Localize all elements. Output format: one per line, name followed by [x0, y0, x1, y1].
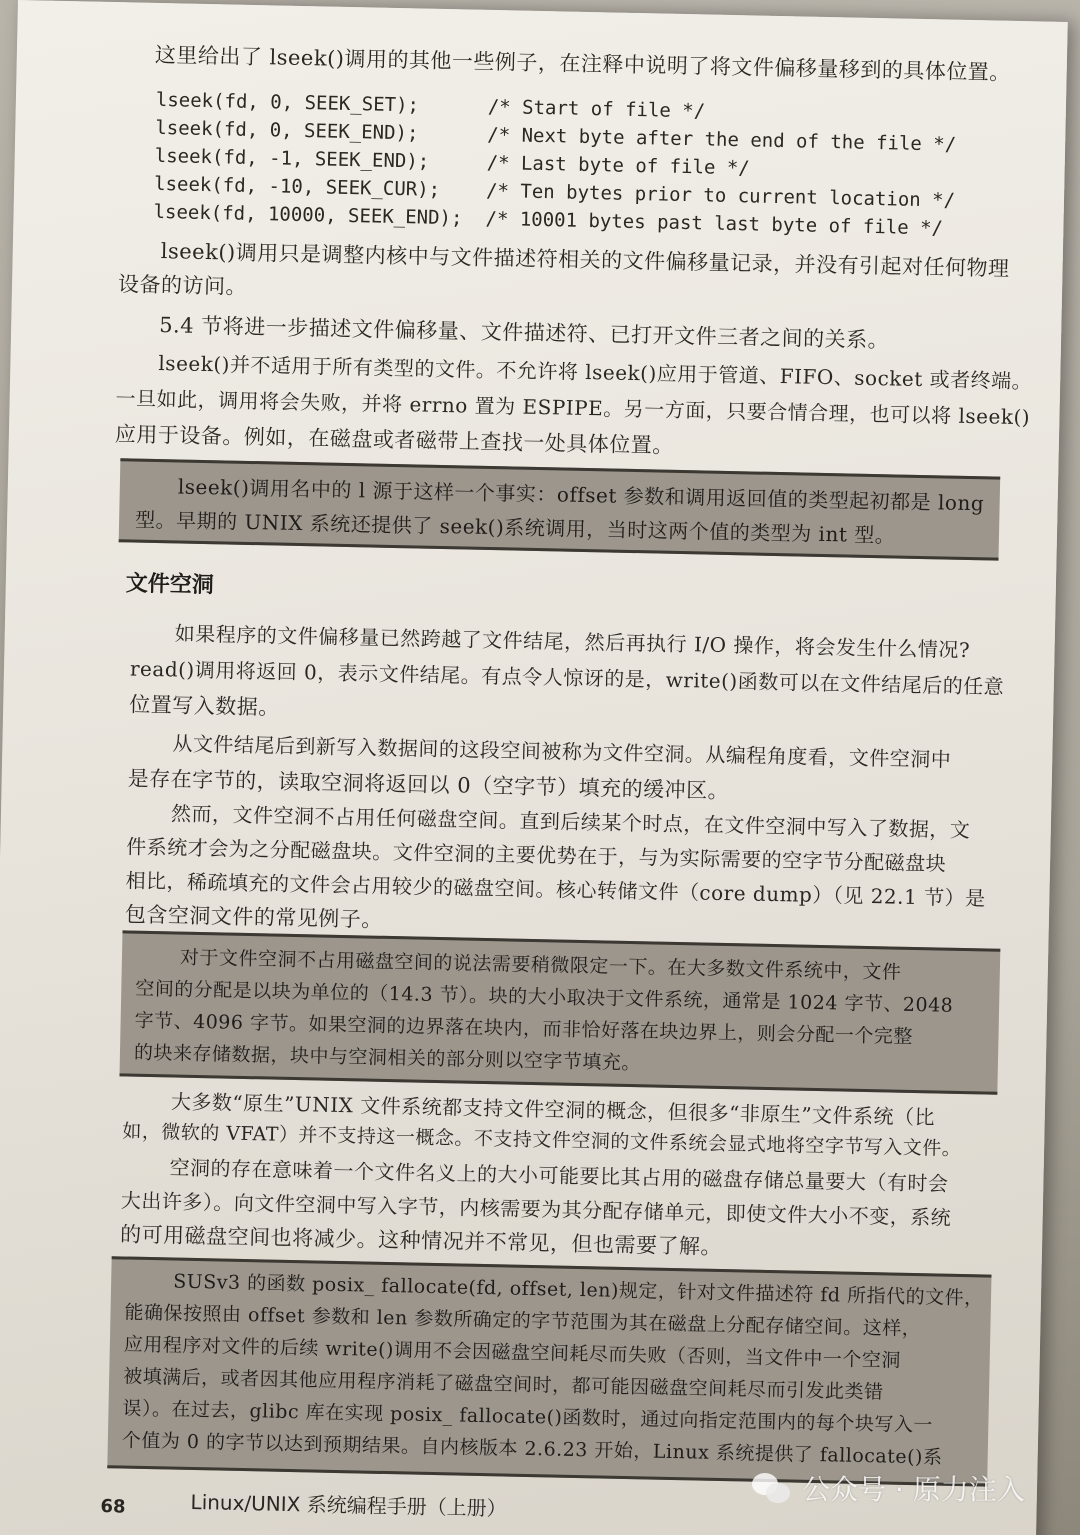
note2-line-4: 的块来存储数据，块中与空洞相关的部分则以空字节填充。: [133, 1041, 642, 1075]
code-call-1: lseek(fd, 0, SEEK_SET);: [155, 88, 420, 117]
para6-line-1: 然而，文件空洞不占用任何磁盘空间。直到后续某个时点，在文件空洞中写入了数据，文: [170, 801, 971, 843]
note2-line-3: 字节、4096 字节。如果空洞的边界落在块内，而非恰好落在块边界上，则会分配一个完整: [134, 1009, 914, 1048]
para1-line-1: lseek()调用只是调整内核中与文件描述符相关的文件偏移量记录，并没有引起对任何物理: [160, 239, 1010, 281]
code-comment-3: /* Last byte of file */: [486, 151, 750, 180]
watermark: [752, 1468, 1025, 1508]
book-title: Linux/UNIX 系统编程手册（上册）: [190, 1489, 507, 1521]
para8-line-3: 的可用磁盘空间也将减少。这种情况并不常见，但也需要了解。: [119, 1222, 723, 1260]
wechat-icon: [752, 1471, 792, 1505]
para4-line-1: 如果程序的文件偏移量已然跨越了文件结尾，然后再执行 I/O 操作，将会发生什么情况?: [174, 621, 971, 663]
note-box-1: [119, 458, 1001, 560]
para7-line-2: 如，微软的 VFAT）并不支持这一概念。不支持文件空洞的文件系统会显式地将空字节写入文件。: [122, 1120, 962, 1161]
para1-line-2: 设备的访问。: [117, 272, 248, 299]
note3-line-6: 个值为 0 的字节以达到预期结果。自内核版本 2.6.23 开始，Linux 系统提供了 fallocate()系: [121, 1429, 943, 1469]
para5-line-1: 从文件结尾后到新写入数据间的这段空间被称为文件空洞。从编程角度看，文件空洞中: [172, 731, 952, 772]
para6-line-3: 相比，稀疏填充的文件会占用较少的磁盘空间。核心转储文件（core dump）（见 22.1 节）是: [125, 868, 986, 911]
para2-text: 5.4 节将进一步描述文件偏移量、文件描述符、已打开文件三者之间的关系。: [158, 313, 890, 353]
code-comment-5: /* 10001 bytes past last byte of file */: [485, 207, 944, 240]
note-box-2: [119, 930, 1000, 1094]
note2-line-2: 空间的分配是以块为单位的（14.3 节）。块的大小取决于文件系统，通常是 1024 字节、2048: [135, 977, 954, 1017]
code-call-5: lseek(fd, 10000, SEEK_END);: [153, 200, 463, 230]
code-call-2: lseek(fd, 0, SEEK_END);: [155, 116, 419, 145]
code-comment-4: /* Ten bytes prior to current location */: [485, 179, 956, 212]
note1-line-1: lseek()调用名中的 l 源于这样一个事实：offset 参数和调用返回值的类型起初都是 long: [177, 474, 985, 516]
intro-text: 这里给出了 lseek()调用的其他一些例子，在注释中说明了将文件偏移量移到的具体位置。: [154, 42, 1012, 85]
para6-line-2: 件系统才会为之分配磁盘块。文件空洞的主要优势在于，与为实际需要的空字节分配磁盘块: [126, 834, 947, 876]
watermark-text: 公众号 · 原力注入: [802, 1473, 1025, 1506]
note2-line-1: 对于文件空洞不占用磁盘空间的说法需要稍微限定一下。在大多数文件系统中，文件: [179, 946, 902, 984]
para3-line-3: 应用于设备。例如，在磁盘或者磁带上查找一处具体位置。: [114, 422, 675, 458]
note1-line-2: 型。早期的 UNIX 系统还提供了 seek()系统调用，当时这两个值的类型为 int 型。: [134, 507, 896, 548]
para6-line-4: 包含空洞文件的常见例子。: [124, 902, 384, 932]
note3-line-3: 应用程序对文件的后续 write()调用不会因磁盘空间耗尽而失败（否则，当文件中一个空洞: [123, 1333, 902, 1372]
note-box-3: [107, 1256, 991, 1486]
para3-line-1: lseek()并不适用于所有类型的文件。不允许将 lseek()应用于管道、FIFO、socket 或者终端。: [158, 351, 1033, 394]
para3-line-2: 一旦如此，调用将会失败，并将 errno 置为 ESPIPE。另一方面，只要合情合理，也可以将 lseek(): [115, 386, 1031, 430]
page-number: 68: [100, 1496, 126, 1518]
para8-line-1: 空洞的存在意味着一个文件名义上的大小可能要比其占用的磁盘存储总量要大（有时会: [169, 1155, 949, 1196]
code-call-3: lseek(fd, -1, SEEK_END);: [154, 144, 430, 173]
section-heading: 文件空洞: [125, 571, 215, 599]
code-comment-2: /* Next byte after the end of the file */: [487, 123, 957, 156]
para5-line-2: 是存在字节的，读取空洞将返回以 0（空字节）填充的缓冲区。: [127, 766, 730, 804]
para7-line-1: 大多数“原生”UNIX 文件系统都支持文件空洞的概念，但很多“非原生”文件系统（比: [170, 1089, 936, 1130]
para8-line-2: 大出许多）。向文件空洞中写入字节，内核需要为其分配存储单元，即使文件大小不变，系统: [120, 1188, 952, 1230]
para4-line-3: 位置写入数据。: [129, 692, 280, 720]
note3-line-1: SUSv3 的函数 posix_ fallocate(fd, offset, len)规定，针对文件描述符 fd 所指代的文件，: [172, 1270, 984, 1310]
code-comment-1: /* Start of file */: [487, 95, 706, 123]
code-call-4: lseek(fd, -10, SEEK_CUR);: [153, 172, 441, 201]
note3-line-5: 误）。在过去，glibc 库在实现 posix_ fallocate()函数时，通过向指定范围内的每个块写入一: [122, 1397, 934, 1437]
note3-line-4: 被填满后，或者因其他应用程序消耗了磁盘空间时，都可能因磁盘空间耗尽而引发此类错: [122, 1365, 884, 1404]
para4-line-2: read()调用将返回 0，表示文件结尾。有点令人惊讶的是，write()函数可以在文件结尾后的任意: [129, 656, 1005, 699]
note3-line-2: 能确保按照由 offset 参数和 len 参数所确定的字节范围为其在磁盘上分配存储空间。这样，: [124, 1301, 922, 1341]
